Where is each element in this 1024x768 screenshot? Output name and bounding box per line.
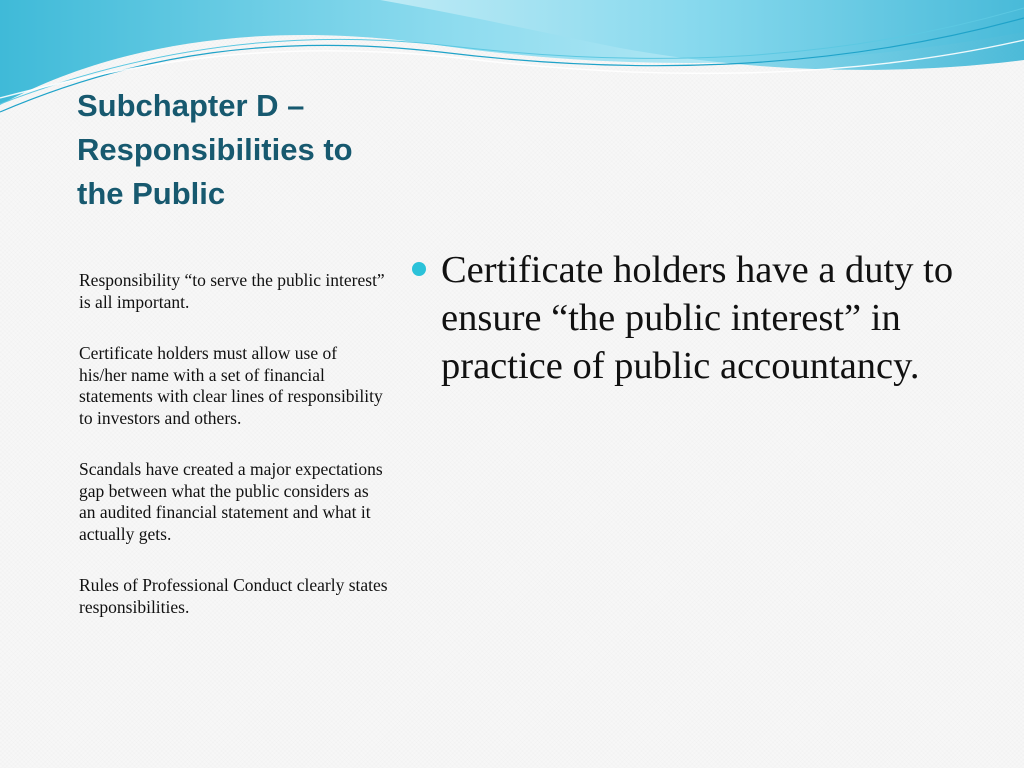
left-paragraph: Responsibility “to serve the public interest” is all important. [79,270,385,312]
left-paragraph: Scandals have created a major expectations gap between what the public considers as an audited financial statement and what it actually gets. [79,459,383,544]
bullet-item [412,246,982,390]
bullet-list [412,246,982,390]
filled-circle-bullet-icon [412,262,426,276]
bullet-text: Certificate holders have a duty to ensure “the public interest” in practice of public accountancy. [441,249,954,387]
left-paragraph: Rules of Professional Conduct clearly states responsibilities. [79,575,388,617]
slide-title: Subchapter D – Responsibilities to the Public [77,88,353,211]
left-text-column [79,270,389,648]
left-paragraph: Certificate holders must allow use of his/her name with a set of financial statements with clear lines of responsibility to investors and others. [79,343,383,428]
